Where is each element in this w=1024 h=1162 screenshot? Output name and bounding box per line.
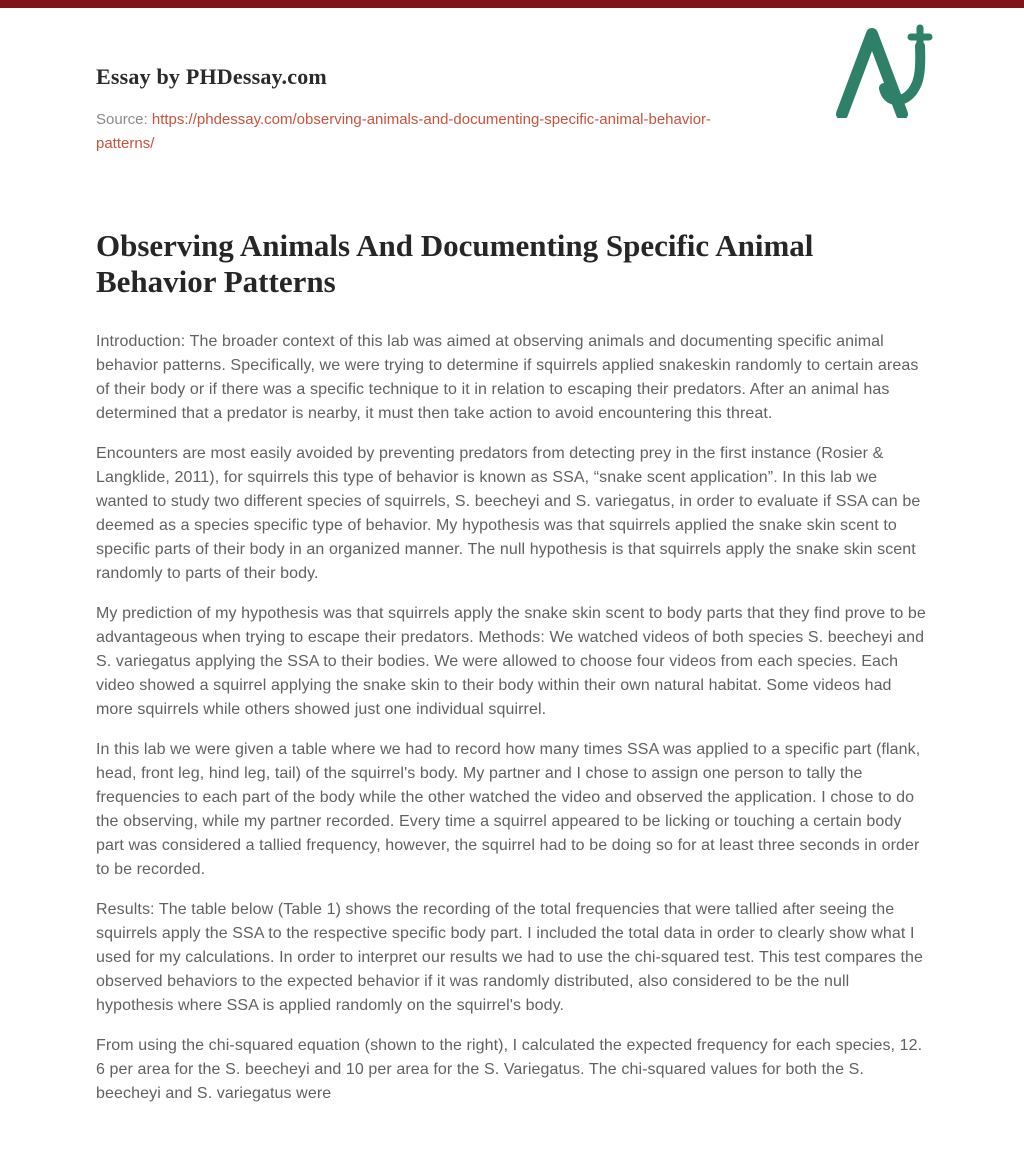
source-line	[96, 108, 726, 156]
essay-title: Observing Animals And Documenting Specific Animal Behavior Patterns	[96, 228, 814, 299]
phdessay-logo-icon	[828, 22, 940, 118]
source-url-link[interactable]: https://phdessay.com/observing-animals-and-documenting-specific-animal-behavior-patterns/	[96, 111, 712, 152]
essay-paragraph: In this lab we were given a table where we had to record how many times SSA was applied to a specific part (flank, head, front leg, hind leg, tail) of the squirrel's body. My partner and I chose to assign one person to tally the frequencies to each part of the body while the other watched the video and observed the application. I chose to do the observing, while my partner recorded. Every time a squirrel appeared to be licking or touching a certain body part was considered a tallied frequency, however, the squirrel had to be doing so for at least three seconds in order to be recorded.	[96, 741, 921, 878]
top-accent-bar	[0, 0, 1024, 8]
header	[96, 64, 928, 156]
essay-paragraph: Results: The table below (Table 1) shows the recording of the total frequencies that were tallied after seeing the squirrels apply the SSA to the respective specific body part. I included the total data in order to clearly show what I used for my calculations. In order to interpret our results we had to use the chi-squared test. This test compares the observed behaviors to the expected behavior if it was randomly distributed, also considered to be the null hypothesis where SSA is applied randomly on the squirrel's body.	[96, 901, 924, 1014]
essay-paragraph: Encounters are most easily avoided by preventing predators from detecting prey in the first instance (Rosier & Langklide, 2011), for squirrels this type of behavior is known as SSA, “snake scent application”. In this lab we wanted to study two different species of squirrels, S. beecheyi and S. variegatus, in order to evaluate if SSA can be deemed as a species specific type of behavior. My hypothesis was that squirrels applied the snake skin scent to specific parts of their body in an organized manner. The null hypothesis is that squirrels apply the snake skin scent randomly to parts of their body.	[96, 445, 921, 582]
brand-heading: Essay by PHDessay.com	[96, 64, 327, 89]
essay-paragraph: My prediction of my hypothesis was that squirrels apply the snake skin scent to body parts that they find prove to be advantageous when trying to escape their predators. Methods: We watched videos of both species S. beecheyi and S. variegatus applying the SSA to their bodies. We were allowed to choose four videos from each species. Each video showed a squirrel applying the snake skin to their body within their own natural habitat. Some videos had more squirrels while others showed just one individual squirrel.	[96, 605, 926, 718]
source-label: Source:	[96, 111, 148, 128]
essay-page	[0, 8, 1024, 1162]
essay-paragraph: From using the chi-squared equation (shown to the right), I calculated the expected frequency for each species, 12. 6 per area for the S. beecheyi and 10 per area for the S. Variegatus. The chi-squared values for both the S. beecheyi and S. variegatus were	[96, 1037, 923, 1102]
essay-content	[96, 228, 928, 1106]
essay-paragraph: Introduction: The broader context of this lab was aimed at observing animals and documenting specific animal behavior patterns. Specifically, we were trying to determine if squirrels applied snakeskin randomly to certain areas of their body or if there was a specific technique to it in relation to escaping their predators. After an animal has determined that a predator is nearby, it must then take action to avoid encountering this threat.	[96, 333, 919, 422]
phdessay-logo	[828, 22, 940, 118]
